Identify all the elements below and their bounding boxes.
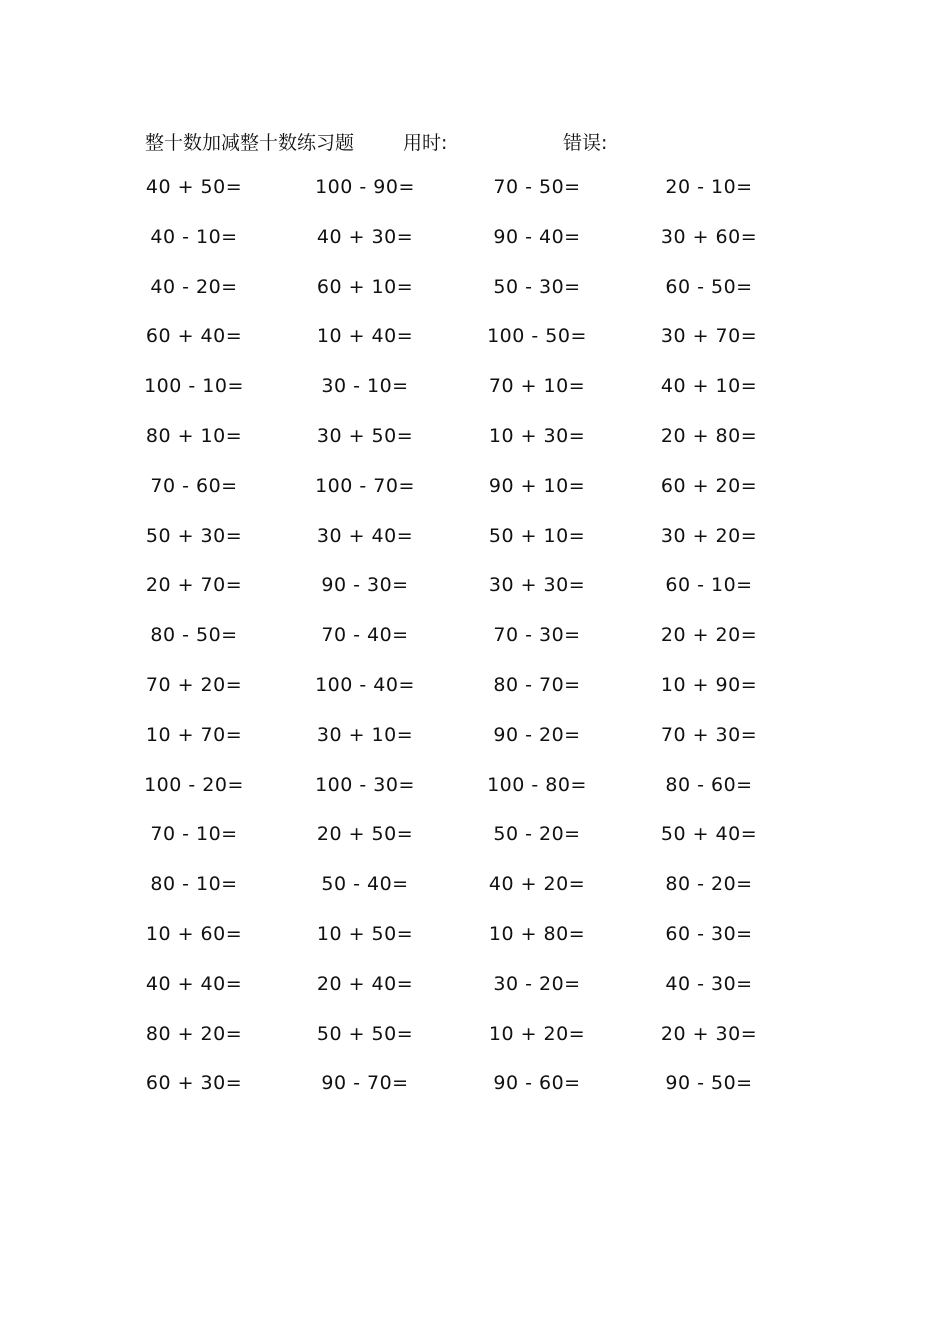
problem-item: 10 + 90= bbox=[660, 673, 758, 696]
problem-row bbox=[0, 375, 950, 425]
problem-item: 70 - 30= bbox=[493, 624, 581, 647]
problem-item: 10 + 80= bbox=[488, 922, 586, 945]
problem-row bbox=[0, 226, 950, 276]
problem-item: 10 + 60= bbox=[145, 922, 243, 945]
problem-item: 30 + 30= bbox=[488, 574, 586, 597]
problem-item: 70 + 30= bbox=[660, 723, 758, 746]
problem-item: 60 + 40= bbox=[145, 325, 243, 348]
problem-grid bbox=[0, 176, 950, 1122]
problem-row bbox=[0, 724, 950, 774]
problem-item: 30 + 50= bbox=[316, 424, 414, 447]
problem-item: 70 + 10= bbox=[488, 375, 586, 398]
problem-item: 40 - 30= bbox=[665, 972, 753, 995]
problem-item: 50 + 10= bbox=[488, 524, 586, 547]
problem-item: 70 - 10= bbox=[150, 823, 238, 846]
problem-row bbox=[0, 325, 950, 375]
problem-row bbox=[0, 973, 950, 1023]
problem-item: 10 + 70= bbox=[145, 723, 243, 746]
worksheet-title: 整十数加减整十数练习题 bbox=[145, 132, 355, 154]
problem-item: 20 + 40= bbox=[316, 972, 414, 995]
problem-item: 80 - 70= bbox=[493, 673, 581, 696]
problem-item: 90 - 70= bbox=[321, 1072, 409, 1095]
problem-item: 90 - 60= bbox=[493, 1072, 581, 1095]
problem-item: 20 + 30= bbox=[660, 1022, 758, 1045]
problem-item: 30 + 10= bbox=[316, 723, 414, 746]
problem-item: 90 + 10= bbox=[488, 474, 586, 497]
problem-item: 100 - 90= bbox=[315, 176, 415, 198]
problem-item: 20 - 10= bbox=[665, 176, 753, 198]
problem-item: 80 - 50= bbox=[150, 624, 238, 647]
problem-item: 50 + 50= bbox=[316, 1022, 414, 1045]
problem-item: 100 - 80= bbox=[487, 773, 587, 796]
problem-row bbox=[0, 624, 950, 674]
problem-item: 90 - 30= bbox=[321, 574, 409, 597]
problem-row bbox=[0, 674, 950, 724]
problem-item: 80 + 10= bbox=[145, 424, 243, 447]
problem-item: 100 - 50= bbox=[487, 325, 587, 348]
problem-item: 30 + 40= bbox=[316, 524, 414, 547]
problem-item: 40 + 20= bbox=[488, 873, 586, 896]
problem-row bbox=[0, 176, 950, 226]
problem-item: 70 - 50= bbox=[493, 176, 581, 198]
problem-item: 60 - 50= bbox=[665, 275, 753, 298]
problem-row bbox=[0, 823, 950, 873]
problem-item: 50 + 40= bbox=[660, 823, 758, 846]
problem-item: 50 + 30= bbox=[145, 524, 243, 547]
problem-row bbox=[0, 873, 950, 923]
problem-row bbox=[0, 1072, 950, 1122]
problem-item: 30 - 20= bbox=[493, 972, 581, 995]
problem-item: 60 + 20= bbox=[660, 474, 758, 497]
problem-item: 90 - 20= bbox=[493, 723, 581, 746]
problem-item: 20 + 70= bbox=[145, 574, 243, 597]
problem-item: 10 + 40= bbox=[316, 325, 414, 348]
problem-item: 10 + 30= bbox=[488, 424, 586, 447]
problem-item: 30 + 20= bbox=[660, 524, 758, 547]
problem-item: 60 - 10= bbox=[665, 574, 753, 597]
problem-item: 40 + 50= bbox=[145, 176, 243, 198]
problem-item: 10 + 20= bbox=[488, 1022, 586, 1045]
problem-item: 50 - 40= bbox=[321, 873, 409, 896]
problem-row bbox=[0, 574, 950, 624]
problem-item: 80 - 10= bbox=[150, 873, 238, 896]
problem-item: 30 - 10= bbox=[321, 375, 409, 398]
problem-item: 30 + 60= bbox=[660, 225, 758, 248]
problem-row bbox=[0, 475, 950, 525]
problem-item: 100 - 70= bbox=[315, 474, 415, 497]
problem-item: 20 + 50= bbox=[316, 823, 414, 846]
problem-item: 90 - 40= bbox=[493, 225, 581, 248]
problem-row bbox=[0, 923, 950, 973]
problem-item: 70 - 60= bbox=[150, 474, 238, 497]
problem-row bbox=[0, 525, 950, 575]
problem-item: 70 - 40= bbox=[321, 624, 409, 647]
problem-item: 80 + 20= bbox=[145, 1022, 243, 1045]
problem-item: 70 + 20= bbox=[145, 673, 243, 696]
problem-item: 100 - 20= bbox=[144, 773, 244, 796]
problem-row bbox=[0, 774, 950, 824]
problem-item: 80 - 60= bbox=[665, 773, 753, 796]
problem-item: 100 - 10= bbox=[144, 375, 244, 398]
problem-item: 40 + 30= bbox=[316, 225, 414, 248]
problem-item: 10 + 50= bbox=[316, 922, 414, 945]
problem-item: 90 - 50= bbox=[665, 1072, 753, 1095]
problem-item: 20 + 80= bbox=[660, 424, 758, 447]
problem-item: 20 + 20= bbox=[660, 624, 758, 647]
problem-item: 50 - 30= bbox=[493, 275, 581, 298]
problem-item: 40 + 10= bbox=[660, 375, 758, 398]
problem-row bbox=[0, 425, 950, 475]
problem-item: 60 + 30= bbox=[145, 1072, 243, 1095]
problem-item: 40 - 20= bbox=[150, 275, 238, 298]
problem-row bbox=[0, 1023, 950, 1073]
problem-item: 80 - 20= bbox=[665, 873, 753, 896]
errors-label: 错误: bbox=[563, 132, 608, 154]
problem-item: 100 - 40= bbox=[315, 673, 415, 696]
problem-item: 50 - 20= bbox=[493, 823, 581, 846]
time-used-label: 用时: bbox=[403, 132, 448, 154]
problem-row bbox=[0, 276, 950, 326]
problem-item: 60 - 30= bbox=[665, 922, 753, 945]
worksheet-header bbox=[145, 128, 845, 158]
problem-item: 60 + 10= bbox=[316, 275, 414, 298]
problem-item: 100 - 30= bbox=[315, 773, 415, 796]
problem-item: 30 + 70= bbox=[660, 325, 758, 348]
problem-item: 40 - 10= bbox=[150, 225, 238, 248]
problem-item: 40 + 40= bbox=[145, 972, 243, 995]
